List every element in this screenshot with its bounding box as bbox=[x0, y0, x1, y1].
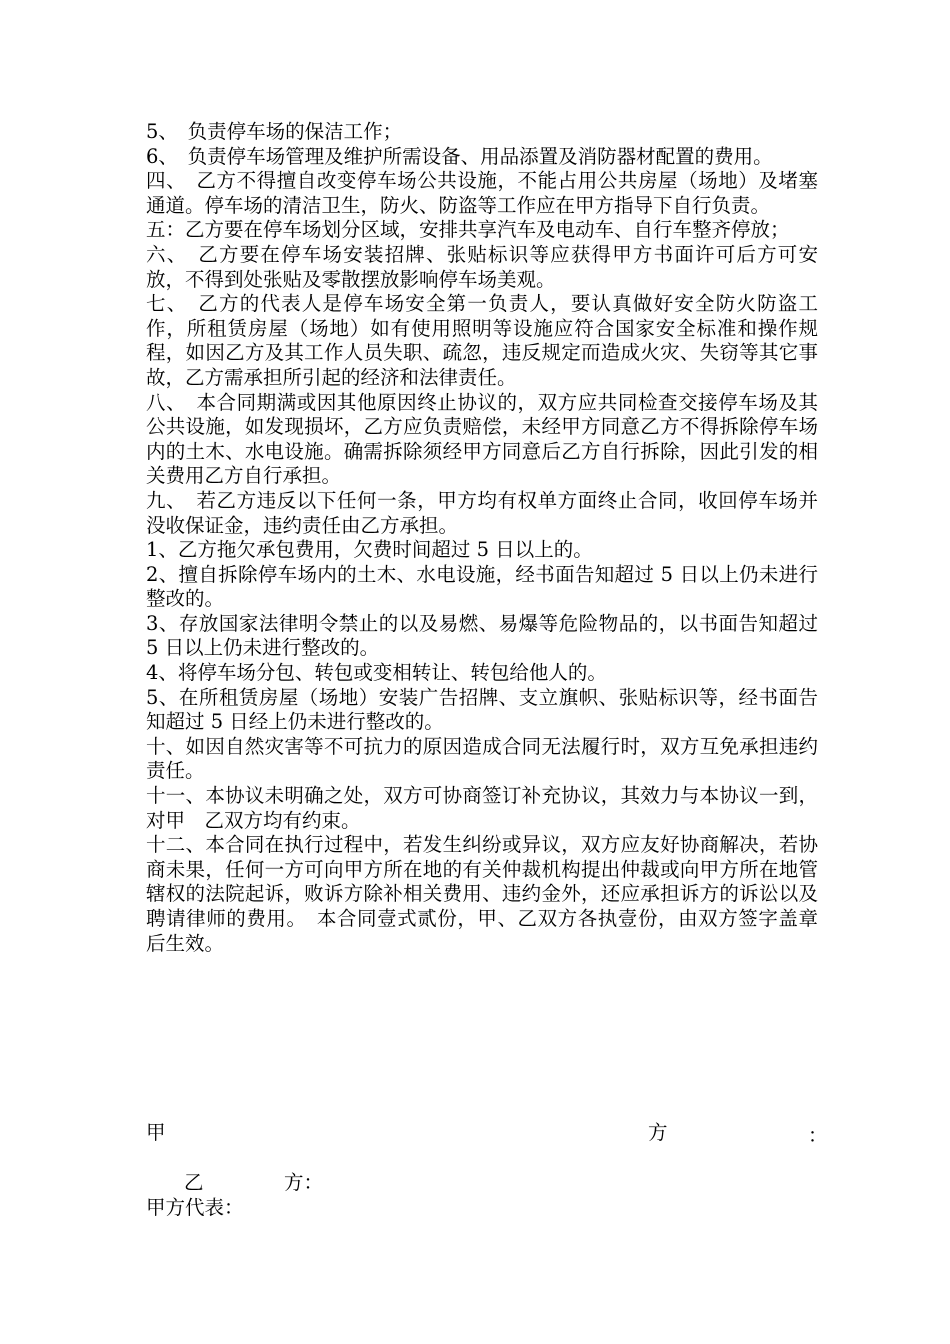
party-b-label-char2: 方： bbox=[284, 1171, 324, 1194]
clause-paragraph: 十、如因自然灾害等不可抗力的原因造成合同无法履行时，双方互免承担违约责任。 bbox=[146, 734, 818, 783]
clause-paragraph: 五：乙方要在停车场划分区域，安排共享汽车及电动车、自行车整齐停放； bbox=[146, 218, 790, 242]
clause-paragraph: 3、存放国家法律明令禁止的以及易燃、易爆等危险物品的，以书面告知超过 5 日以上仍未进行整改的。 bbox=[146, 611, 825, 660]
clause-paragraph: 十一、本协议未明确之处，双方可协商签订补充协议，其效力与本协议一到，对甲 乙双方均有约束。 bbox=[146, 784, 818, 832]
contract-body bbox=[146, 120, 825, 956]
clause-paragraph: 5、 负责停车场的保洁工作； bbox=[146, 120, 403, 143]
clause-paragraph: 四、 乙方不得擅自改变停车场公共设施，不能占用公共房屋（场地）及堵塞通道。停车场的清洁卫生，防火、防盗等工作应在甲方指导下自行负责。 bbox=[146, 169, 818, 217]
clause-paragraph: 1、乙方拖欠承包费用，欠费时间超过 5 日以上的。 bbox=[146, 538, 593, 562]
clause-paragraph: 六、 乙方要在停车场安装招牌、张贴标识等应获得甲方书面许可后方可安放，不得到处张贴及零散摆放影响停车场美观。 bbox=[146, 242, 818, 291]
clause-paragraph: 4、将停车场分包、转包或变相转让、转包给他人的。 bbox=[146, 661, 607, 685]
party-a-label-colon: ： bbox=[808, 1124, 828, 1147]
clause-paragraph: 十二、本合同在执行过程中，若发生纠纷或异议，双方应友好协商解决，若协商未果，任何一方可向甲方所在地的有关仲裁机构提出仲裁或向甲方所在地管辖权的法院起诉，败诉方除补相关费用、违约金外，还应承担诉方的诉讼以及聘请律师的费用。 本合同壹式贰份，甲、乙双方各执壹份，由双方签字盖章后生效。 bbox=[146, 833, 818, 955]
clause-paragraph: 九、 若乙方违反以下任何一条，甲方均有权单方面终止合同，收回停车场并没收保证金，违约责任由乙方承担。 bbox=[146, 488, 818, 537]
clause-paragraph: 七、 乙方的代表人是停车场安全第一负责人，要认真做好安全防火防盗工作，所租赁房屋（场地）如有使用照明等设施应符合国家安全标准和操作规程，如因乙方及其工作人员失职、疏忽，违反规定而造成火灾、失窃等其它事故，乙方需承担所引起的经济和法律责任。 bbox=[146, 292, 818, 389]
party-a-representative-label: 甲方代表： bbox=[146, 1196, 244, 1219]
clause-paragraph: 八、 本合同期满或因其他原因终止协议的，双方应共同检查交接停车场及其公共设施，如发现损坏，乙方应负责赔偿，未经甲方同意乙方不得拆除停车场内的土木、水电设施。确需拆除须经甲方同意后乙方自行拆除，因此引发的相关费用乙方自行承担。 bbox=[146, 390, 818, 488]
party-a-label-char2: 方 bbox=[648, 1121, 668, 1144]
clause-paragraph: 6、 负责停车场管理及维护所需设备、用品添置及消防器材配置的费用。 bbox=[146, 144, 773, 168]
party-b-label-char1: 乙 bbox=[184, 1171, 204, 1194]
clause-paragraph: 5、在所租赁房屋（场地）安装广告招牌、支立旗帜、张贴标识等，经书面告知超过 5 日经上仍未进行整改的。 bbox=[146, 685, 818, 734]
party-a-label-char1: 甲 bbox=[146, 1121, 166, 1144]
clause-paragraph: 2、擅自拆除停车场内的土木、水电设施，经书面告知超过 5 日以上仍未进行整改的。 bbox=[146, 562, 818, 611]
